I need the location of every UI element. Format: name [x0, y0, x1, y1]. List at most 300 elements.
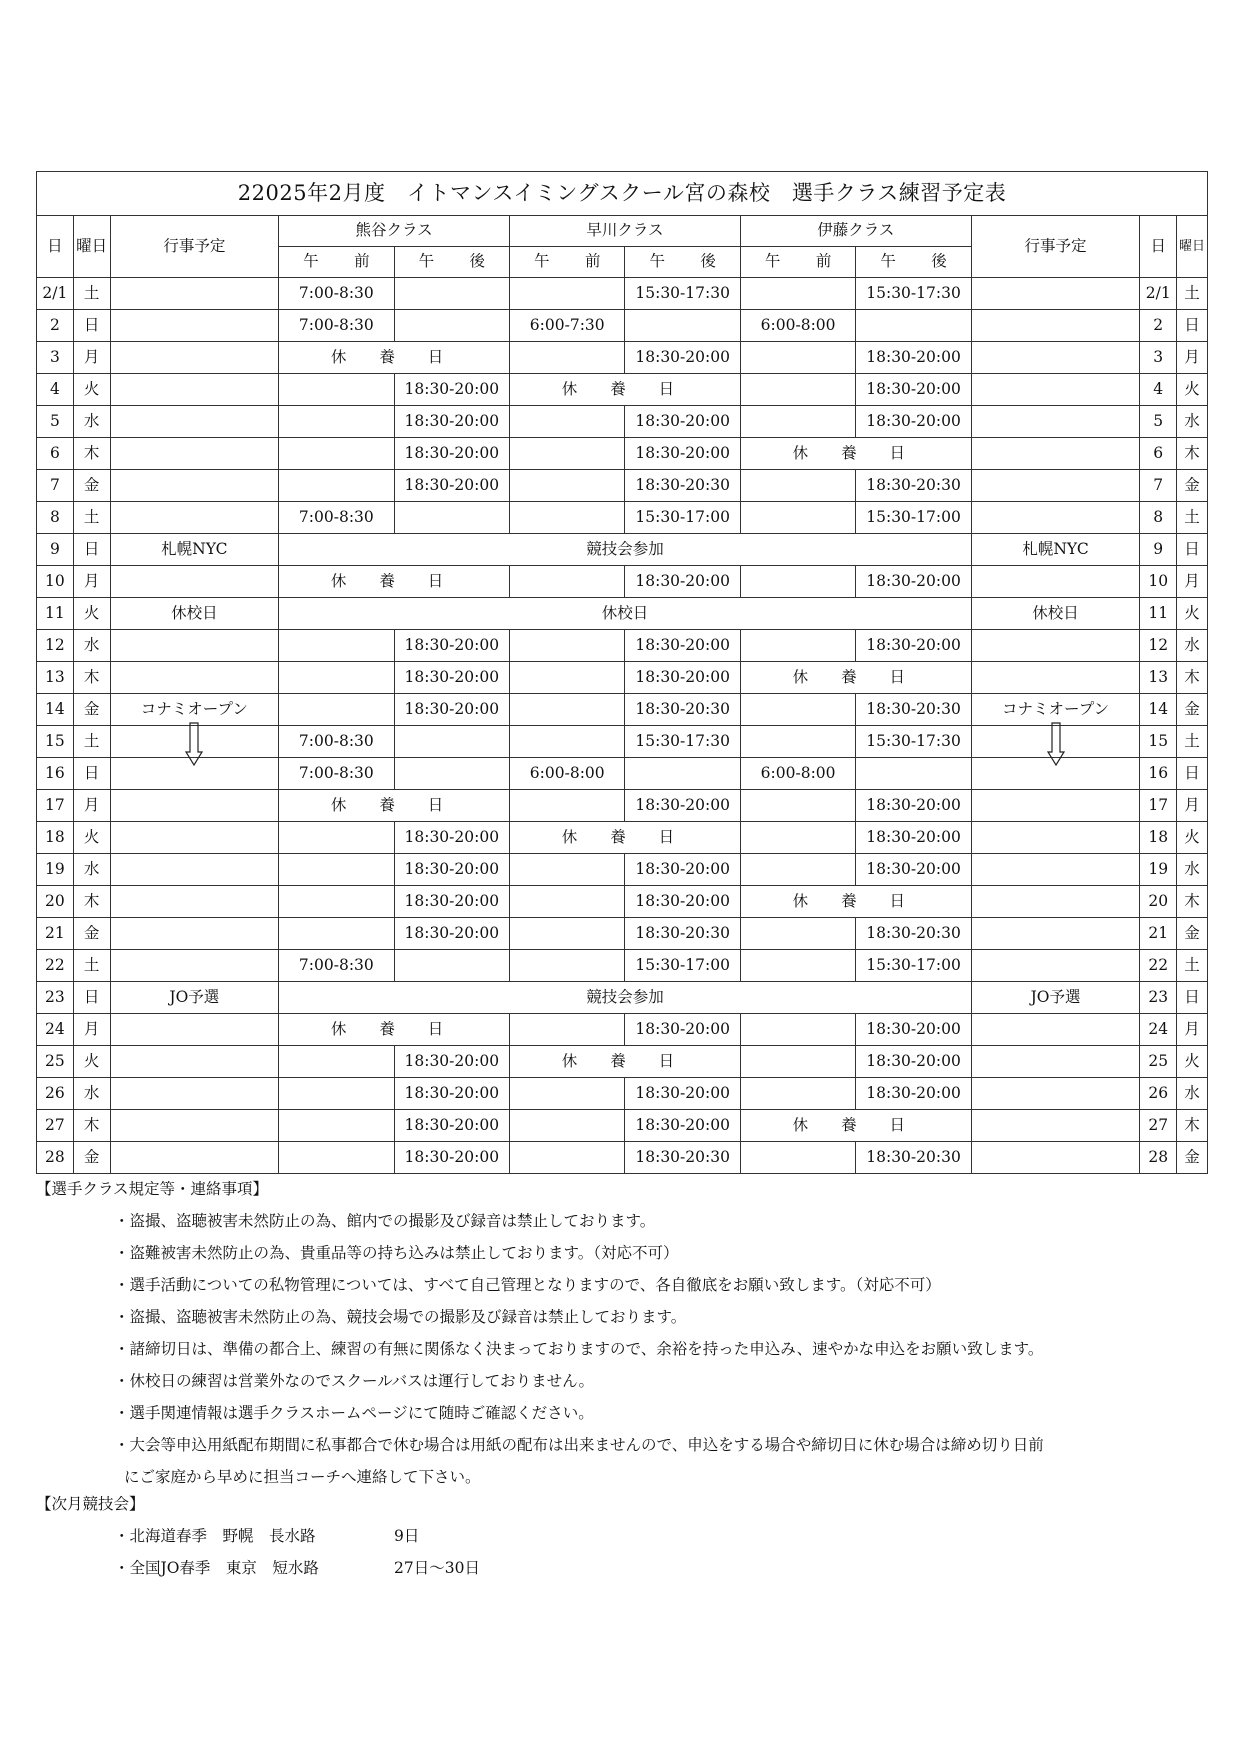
am-time-cell [279, 1046, 394, 1078]
am-time-cell [510, 470, 625, 502]
pm-time-cell: 18:30-20:00 [856, 374, 971, 406]
day-cell-right: 28 [1140, 1142, 1177, 1174]
day-cell-right: 18 [1140, 822, 1177, 854]
pm-time-cell: 18:30-20:00 [394, 694, 509, 726]
day-cell: 9 [37, 534, 74, 566]
competition-name: ・全国JO春季 東京 短水路 [114, 1559, 319, 1577]
event-cell [110, 662, 279, 694]
day-cell-right: 19 [1140, 854, 1177, 886]
weekday-cell-right: 土 [1177, 278, 1208, 310]
weekday-cell: 土 [73, 278, 110, 310]
am-time-cell [510, 1014, 625, 1046]
pm-time-cell [856, 310, 971, 342]
weekday-cell-right: 金 [1177, 918, 1208, 950]
schedule-row [37, 630, 1208, 662]
day-cell-right: 9 [1140, 534, 1177, 566]
competition-date: 9日 [394, 1527, 420, 1545]
rest-day-cell: 休 養 日 [279, 1014, 510, 1046]
event-cell [110, 854, 279, 886]
event-cell [110, 470, 279, 502]
event-cell-right [971, 278, 1140, 310]
day-cell: 6 [37, 438, 74, 470]
event-cell-right [971, 310, 1140, 342]
am-time-cell [510, 438, 625, 470]
weekday-cell-right: 月 [1177, 342, 1208, 374]
notes-section [36, 1173, 1208, 1493]
schedule-row [37, 854, 1208, 886]
pm-time-cell: 18:30-20:00 [625, 886, 740, 918]
competition-item [114, 1520, 1208, 1552]
day-cell: 7 [37, 470, 74, 502]
event-cell-right [971, 630, 1140, 662]
day-cell-right: 8 [1140, 502, 1177, 534]
rest-day-cell: 休 養 日 [740, 438, 971, 470]
weekday-cell: 日 [73, 534, 110, 566]
event-cell-right [971, 470, 1140, 502]
schedule-table [36, 171, 1208, 1174]
pm-time-cell: 18:30-20:30 [856, 1142, 971, 1174]
am-time-cell: 6:00-8:00 [740, 310, 855, 342]
am-time-cell [740, 918, 855, 950]
note-item: ・盗難被害未然防止の為、貴重品等の持ち込みは禁止しております。（対応不可） [114, 1244, 679, 1262]
weekday-cell: 土 [73, 950, 110, 982]
schedule-row [37, 342, 1208, 374]
schedule-row [37, 470, 1208, 502]
pm-time-cell: 18:30-20:00 [394, 822, 509, 854]
day-cell: 2 [37, 310, 74, 342]
note-item: ・盗撮、盗聴被害未然防止の為、館内での撮影及び録音は禁止しております。 [114, 1212, 656, 1230]
day-cell-right: 25 [1140, 1046, 1177, 1078]
am-time-cell [279, 406, 394, 438]
am-time-cell [740, 790, 855, 822]
weekday-cell: 日 [73, 310, 110, 342]
day-cell: 8 [37, 502, 74, 534]
am-time-cell: 6:00-8:00 [740, 758, 855, 790]
event-cell-right [971, 566, 1140, 598]
am-time-cell [279, 886, 394, 918]
event-cell-right [971, 406, 1140, 438]
weekday-cell-right: 金 [1177, 1142, 1208, 1174]
header-am: 午 前 [510, 247, 625, 278]
day-cell-right: 6 [1140, 438, 1177, 470]
schedule-row [37, 918, 1208, 950]
header-pm: 午 後 [394, 247, 509, 278]
notes-heading: 【選手クラス規定等・連絡事項】 [36, 1180, 269, 1198]
pm-time-cell: 18:30-20:00 [394, 406, 509, 438]
day-cell-right: 26 [1140, 1078, 1177, 1110]
header-am: 午 前 [740, 247, 855, 278]
day-cell: 21 [37, 918, 74, 950]
schedule-row [37, 1110, 1208, 1142]
schedule-row [37, 438, 1208, 470]
am-time-cell [279, 438, 394, 470]
weekday-cell: 水 [73, 630, 110, 662]
schedule-row [37, 726, 1208, 758]
event-cell [110, 886, 279, 918]
pm-time-cell: 18:30-20:00 [625, 1014, 740, 1046]
weekday-cell-right: 月 [1177, 1014, 1208, 1046]
pm-time-cell [394, 278, 509, 310]
weekday-cell-right: 日 [1177, 758, 1208, 790]
pm-time-cell: 18:30-20:00 [394, 374, 509, 406]
weekday-cell-right: 火 [1177, 1046, 1208, 1078]
rest-day-cell: 休 養 日 [279, 566, 510, 598]
am-time-cell [740, 630, 855, 662]
pm-time-cell: 18:30-20:00 [856, 1046, 971, 1078]
am-time-cell [510, 886, 625, 918]
event-cell [110, 1078, 279, 1110]
pm-time-cell: 18:30-20:30 [625, 470, 740, 502]
schedule-row [37, 694, 1208, 726]
pm-time-cell [394, 310, 509, 342]
schedule-row [37, 1078, 1208, 1110]
am-time-cell: 7:00-8:30 [279, 502, 394, 534]
event-cell [110, 502, 279, 534]
pm-time-cell: 18:30-20:00 [625, 630, 740, 662]
day-cell: 25 [37, 1046, 74, 1078]
event-cell [110, 726, 279, 758]
competitions-section [36, 1488, 1208, 1584]
day-cell-right: 11 [1140, 598, 1177, 630]
rest-day-cell: 休 養 日 [510, 1046, 741, 1078]
weekday-cell: 土 [73, 502, 110, 534]
pm-time-cell: 18:30-20:00 [625, 1078, 740, 1110]
weekday-cell: 水 [73, 406, 110, 438]
schedule-row [37, 886, 1208, 918]
weekday-cell: 月 [73, 1014, 110, 1046]
am-time-cell [510, 1110, 625, 1142]
header-event: 行事予定 [110, 216, 279, 278]
header-class-kumagai: 熊谷クラス [279, 216, 510, 247]
pm-time-cell [394, 950, 509, 982]
pm-time-cell: 18:30-20:30 [856, 470, 971, 502]
weekday-cell-right: 火 [1177, 822, 1208, 854]
pm-time-cell: 18:30-20:00 [394, 662, 509, 694]
pm-time-cell [856, 758, 971, 790]
weekday-cell-right: 日 [1177, 534, 1208, 566]
am-time-cell [740, 502, 855, 534]
day-cell: 19 [37, 854, 74, 886]
schedule-row [37, 278, 1208, 310]
day-cell: 11 [37, 598, 74, 630]
weekday-cell-right: 金 [1177, 694, 1208, 726]
day-cell: 3 [37, 342, 74, 374]
event-cell [110, 374, 279, 406]
note-item: ・大会等申込用紙配布期間に私事都合で休む場合は用紙の配布は出来ませんので、申込をする場合や締切日に休む場合は締め切り日前 [114, 1436, 1044, 1454]
event-cell-right: 札幌NYC [971, 534, 1140, 566]
weekday-cell: 月 [73, 566, 110, 598]
competition-name: ・北海道春季 野幌 長水路 [114, 1527, 316, 1545]
am-time-cell [510, 790, 625, 822]
event-cell-right [971, 854, 1140, 886]
weekday-cell-right: 水 [1177, 854, 1208, 886]
event-cell-right: 休校日 [971, 598, 1140, 630]
header-pm: 午 後 [856, 247, 971, 278]
event-cell [110, 918, 279, 950]
weekday-cell-right: 火 [1177, 374, 1208, 406]
am-time-cell [279, 1078, 394, 1110]
pm-time-cell: 18:30-20:00 [856, 406, 971, 438]
header-day-right: 日 [1140, 216, 1177, 278]
pm-time-cell: 18:30-20:00 [856, 854, 971, 886]
note-continuation: にご家庭から早めに担当コーチへ連絡して下さい。 [124, 1468, 481, 1486]
pm-time-cell: 18:30-20:00 [394, 1110, 509, 1142]
event-cell-right [971, 342, 1140, 374]
pm-time-cell: 18:30-20:00 [625, 406, 740, 438]
competitions-heading: 【次月競技会】 [36, 1495, 145, 1513]
event-cell-right: JO予選 [971, 982, 1140, 1014]
day-cell: 16 [37, 758, 74, 790]
am-time-cell [279, 630, 394, 662]
day-cell: 23 [37, 982, 74, 1014]
am-time-cell [740, 1014, 855, 1046]
am-time-cell [279, 1142, 394, 1174]
day-cell-right: 24 [1140, 1014, 1177, 1046]
am-time-cell: 6:00-8:00 [510, 758, 625, 790]
full-width-note: 競技会参加 [279, 534, 972, 566]
am-time-cell [740, 374, 855, 406]
pm-time-cell: 18:30-20:00 [856, 342, 971, 374]
schedule-row [37, 822, 1208, 854]
event-cell [110, 566, 279, 598]
am-time-cell [279, 918, 394, 950]
weekday-cell-right: 水 [1177, 406, 1208, 438]
pm-time-cell: 18:30-20:00 [625, 854, 740, 886]
am-time-cell [510, 662, 625, 694]
am-time-cell [740, 822, 855, 854]
weekday-cell-right: 土 [1177, 950, 1208, 982]
schedule-row [37, 982, 1208, 1014]
weekday-cell: 木 [73, 438, 110, 470]
weekday-cell-right: 土 [1177, 502, 1208, 534]
pm-time-cell: 15:30-17:30 [856, 726, 971, 758]
day-cell-right: 5 [1140, 406, 1177, 438]
down-arrow-icon [972, 722, 1140, 766]
day-cell-right: 15 [1140, 726, 1177, 758]
event-cell-right [971, 502, 1140, 534]
weekday-cell: 木 [73, 886, 110, 918]
am-time-cell [510, 694, 625, 726]
header-pm: 午 後 [625, 247, 740, 278]
pm-time-cell: 18:30-20:00 [856, 790, 971, 822]
schedule-row [37, 1014, 1208, 1046]
schedule-row [37, 310, 1208, 342]
weekday-cell: 木 [73, 662, 110, 694]
pm-time-cell [394, 758, 509, 790]
pm-time-cell: 18:30-20:30 [625, 1142, 740, 1174]
day-cell-right: 16 [1140, 758, 1177, 790]
pm-time-cell: 18:30-20:00 [625, 790, 740, 822]
schedule-row [37, 406, 1208, 438]
event-cell [110, 438, 279, 470]
pm-time-cell: 18:30-20:30 [856, 918, 971, 950]
rest-day-cell: 休 養 日 [510, 374, 741, 406]
day-cell-right: 3 [1140, 342, 1177, 374]
weekday-cell: 火 [73, 374, 110, 406]
am-time-cell [740, 1078, 855, 1110]
day-cell: 20 [37, 886, 74, 918]
pm-time-cell: 18:30-20:00 [394, 886, 509, 918]
event-cell-right [971, 1110, 1140, 1142]
am-time-cell [279, 374, 394, 406]
event-cell-right [971, 950, 1140, 982]
pm-time-cell [625, 758, 740, 790]
event-cell-right [971, 662, 1140, 694]
weekday-cell-right: 日 [1177, 982, 1208, 1014]
pm-time-cell: 18:30-20:00 [856, 1014, 971, 1046]
event-cell [110, 630, 279, 662]
weekday-cell-right: 木 [1177, 1110, 1208, 1142]
weekday-cell: 金 [73, 694, 110, 726]
rest-day-cell: 休 養 日 [510, 822, 741, 854]
day-cell: 24 [37, 1014, 74, 1046]
day-cell: 5 [37, 406, 74, 438]
day-cell-right: 14 [1140, 694, 1177, 726]
pm-time-cell: 15:30-17:30 [856, 278, 971, 310]
event-cell-right [971, 886, 1140, 918]
am-time-cell [740, 726, 855, 758]
weekday-cell: 金 [73, 1142, 110, 1174]
day-cell: 14 [37, 694, 74, 726]
pm-time-cell: 18:30-20:00 [394, 630, 509, 662]
event-cell [110, 1046, 279, 1078]
pm-time-cell: 18:30-20:00 [856, 566, 971, 598]
event-cell-right [971, 822, 1140, 854]
schedule-row [37, 374, 1208, 406]
pm-time-cell: 15:30-17:30 [625, 726, 740, 758]
pm-time-cell [394, 726, 509, 758]
rest-day-cell: 休 養 日 [740, 886, 971, 918]
event-cell [110, 950, 279, 982]
pm-time-cell: 18:30-20:30 [625, 918, 740, 950]
schedule-row [37, 566, 1208, 598]
pm-time-cell: 15:30-17:00 [856, 950, 971, 982]
weekday-cell: 水 [73, 1078, 110, 1110]
day-cell: 18 [37, 822, 74, 854]
weekday-cell: 土 [73, 726, 110, 758]
pm-time-cell: 18:30-20:00 [394, 1078, 509, 1110]
am-time-cell [279, 822, 394, 854]
event-cell [110, 1014, 279, 1046]
am-time-cell [510, 278, 625, 310]
day-cell-right: 13 [1140, 662, 1177, 694]
day-cell: 22 [37, 950, 74, 982]
day-cell-right: 7 [1140, 470, 1177, 502]
day-cell-right: 4 [1140, 374, 1177, 406]
pm-time-cell [625, 310, 740, 342]
am-time-cell [510, 950, 625, 982]
event-cell-right [971, 1142, 1140, 1174]
rest-day-cell: 休 養 日 [740, 662, 971, 694]
note-item: ・選手関連情報は選手クラスホームページにて随時ご確認ください。 [114, 1404, 594, 1422]
day-cell-right: 2/1 [1140, 278, 1177, 310]
day-cell-right: 20 [1140, 886, 1177, 918]
pm-time-cell: 18:30-20:00 [625, 566, 740, 598]
weekday-cell-right: 月 [1177, 790, 1208, 822]
am-time-cell [510, 726, 625, 758]
am-time-cell: 7:00-8:30 [279, 278, 394, 310]
event-cell [110, 310, 279, 342]
pm-time-cell: 18:30-20:00 [625, 438, 740, 470]
am-time-cell [279, 470, 394, 502]
schedule-row [37, 1142, 1208, 1174]
am-time-cell [279, 694, 394, 726]
day-cell: 13 [37, 662, 74, 694]
am-time-cell [510, 918, 625, 950]
day-cell: 15 [37, 726, 74, 758]
day-cell: 28 [37, 1142, 74, 1174]
schedule-row [37, 662, 1208, 694]
note-item: ・休校日の練習は営業外なのでスクールバスは運行しておりません。 [114, 1372, 595, 1390]
pm-time-cell: 18:30-20:00 [625, 1110, 740, 1142]
event-cell [110, 278, 279, 310]
am-time-cell [279, 854, 394, 886]
am-time-cell [279, 1110, 394, 1142]
weekday-cell: 月 [73, 790, 110, 822]
pm-time-cell: 15:30-17:00 [625, 950, 740, 982]
event-cell: JO予選 [110, 982, 279, 1014]
full-width-note: 休校日 [279, 598, 972, 630]
weekday-cell: 火 [73, 822, 110, 854]
pm-time-cell: 18:30-20:00 [394, 438, 509, 470]
day-cell-right: 22 [1140, 950, 1177, 982]
am-time-cell [510, 854, 625, 886]
schedule-row [37, 1046, 1208, 1078]
event-cell [110, 790, 279, 822]
am-time-cell [740, 342, 855, 374]
am-time-cell: 7:00-8:30 [279, 726, 394, 758]
pm-time-cell: 15:30-17:30 [625, 278, 740, 310]
event-cell: コナミオープン [110, 694, 279, 726]
schedule-row [37, 502, 1208, 534]
am-time-cell [510, 502, 625, 534]
weekday-cell-right: 木 [1177, 662, 1208, 694]
weekday-cell-right: 火 [1177, 598, 1208, 630]
header-weekday-right: 曜日 [1177, 216, 1208, 278]
weekday-cell: 火 [73, 1046, 110, 1078]
event-cell-right [971, 438, 1140, 470]
event-cell-right [971, 1078, 1140, 1110]
event-cell: 札幌NYC [110, 534, 279, 566]
day-cell: 12 [37, 630, 74, 662]
am-time-cell: 7:00-8:30 [279, 950, 394, 982]
weekday-cell-right: 水 [1177, 1078, 1208, 1110]
event-cell [110, 1142, 279, 1174]
weekday-cell-right: 木 [1177, 438, 1208, 470]
full-width-note: 競技会参加 [279, 982, 972, 1014]
event-cell [110, 1110, 279, 1142]
rest-day-cell: 休 養 日 [740, 1110, 971, 1142]
am-time-cell [740, 406, 855, 438]
note-item: ・諸締切日は、準備の都合上、練習の有無に関係なく決まっておりますので、余裕を持った申込み、速やかな申込をお願い致します。 [114, 1340, 1044, 1358]
event-cell [110, 822, 279, 854]
am-time-cell: 6:00-7:30 [510, 310, 625, 342]
am-time-cell [740, 1142, 855, 1174]
rest-day-cell: 休 養 日 [279, 790, 510, 822]
pm-time-cell: 15:30-17:00 [856, 502, 971, 534]
pm-time-cell: 18:30-20:00 [394, 1142, 509, 1174]
day-cell-right: 10 [1140, 566, 1177, 598]
pm-time-cell: 18:30-20:00 [625, 662, 740, 694]
down-arrow-icon [111, 722, 279, 766]
schedule-row [37, 534, 1208, 566]
pm-time-cell [394, 502, 509, 534]
pm-time-cell: 18:30-20:00 [394, 470, 509, 502]
pm-time-cell: 18:30-20:00 [625, 342, 740, 374]
header-am: 午 前 [279, 247, 394, 278]
day-cell: 10 [37, 566, 74, 598]
event-cell: 休校日 [110, 598, 279, 630]
